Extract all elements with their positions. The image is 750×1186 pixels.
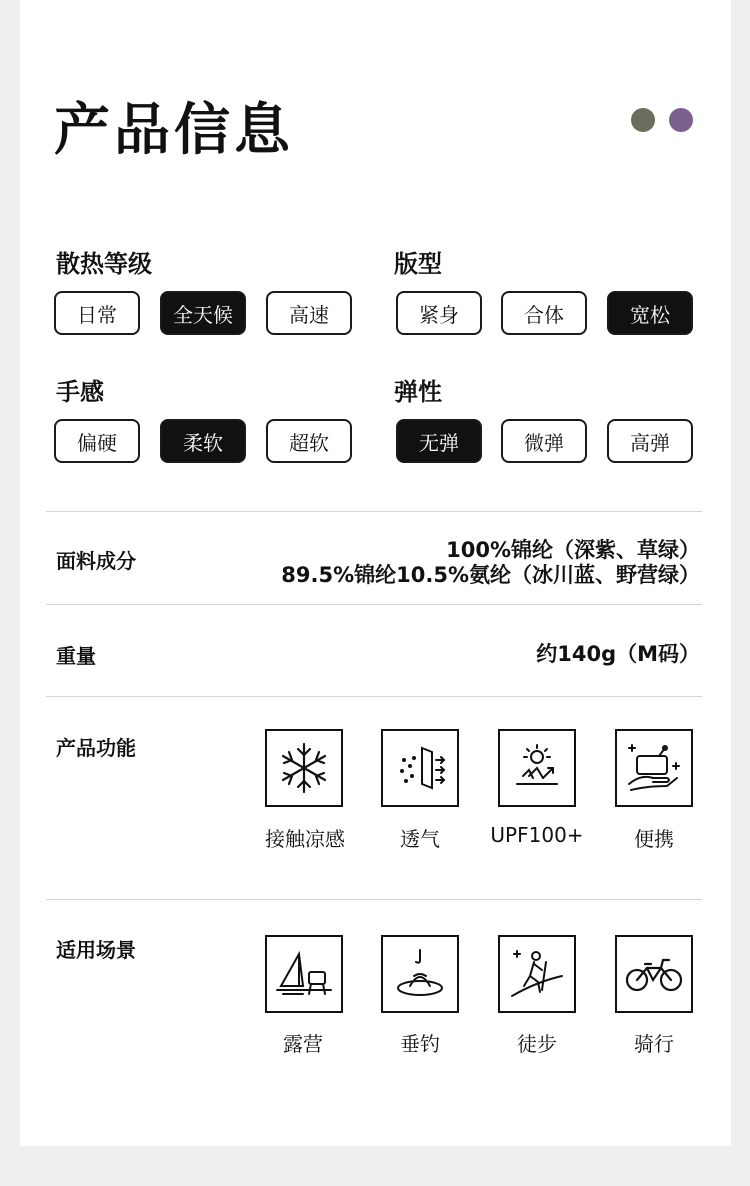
divider [46, 696, 702, 697]
scene-label-camping: 露营 [283, 1032, 323, 1056]
divider [46, 604, 702, 605]
heat-option-all-weather[interactable]: 全天候 [160, 291, 246, 335]
feel-option-soft[interactable]: 柔软 [160, 419, 246, 463]
feel-option-super-soft[interactable]: 超软 [266, 419, 352, 463]
hand-feel-label: 手感 [56, 378, 104, 406]
scenes-label: 适用场景 [56, 938, 136, 962]
fit-label: 版型 [394, 250, 442, 278]
functions-label: 产品功能 [56, 736, 136, 760]
bicycle-icon [615, 935, 693, 1013]
page-title: 产品信息 [54, 98, 294, 163]
breathable-icon [381, 729, 459, 807]
function-label-breathable: 透气 [400, 827, 440, 851]
hiking-icon [498, 935, 576, 1013]
sun-uv-icon [498, 729, 576, 807]
snowflake-icon [265, 729, 343, 807]
elasticity-label: 弹性 [394, 378, 442, 406]
elastic-option-high[interactable]: 高弹 [607, 419, 693, 463]
feel-option-stiff[interactable]: 偏硬 [54, 419, 140, 463]
function-label-cooling: 接触凉感 [265, 827, 345, 851]
heat-option-high-speed[interactable]: 高速 [266, 291, 352, 335]
scene-label-fishing: 垂钓 [400, 1032, 440, 1056]
scene-label-hiking: 徒步 [517, 1032, 557, 1056]
fit-option-loose[interactable]: 宽松 [607, 291, 693, 335]
heat-level-label: 散热等级 [56, 250, 152, 278]
weight-label: 重量 [56, 644, 96, 668]
color-swatch-purple[interactable] [669, 108, 693, 132]
scene-label-cycling: 骑行 [634, 1032, 674, 1056]
fabric-value-line1: 100%锦纶（深紫、草绿） [446, 538, 700, 562]
heat-option-daily[interactable]: 日常 [54, 291, 140, 335]
elastic-option-slight[interactable]: 微弹 [501, 419, 587, 463]
function-label-upf: UPF100+ [490, 823, 584, 847]
divider [46, 511, 702, 512]
fabric-value-line2: 89.5%锦纶10.5%氨纶（冰川蓝、野营绿） [281, 563, 700, 587]
color-swatch-green[interactable] [631, 108, 655, 132]
weight-value: 约140g（M码） [536, 642, 700, 666]
elastic-option-none[interactable]: 无弹 [396, 419, 482, 463]
fishing-icon [381, 935, 459, 1013]
camping-icon [265, 935, 343, 1013]
fit-option-tight[interactable]: 紧身 [396, 291, 482, 335]
function-label-portable: 便携 [634, 827, 674, 851]
fit-option-regular[interactable]: 合体 [501, 291, 587, 335]
portable-icon [615, 729, 693, 807]
fabric-label: 面料成分 [56, 549, 136, 573]
divider [46, 899, 702, 900]
